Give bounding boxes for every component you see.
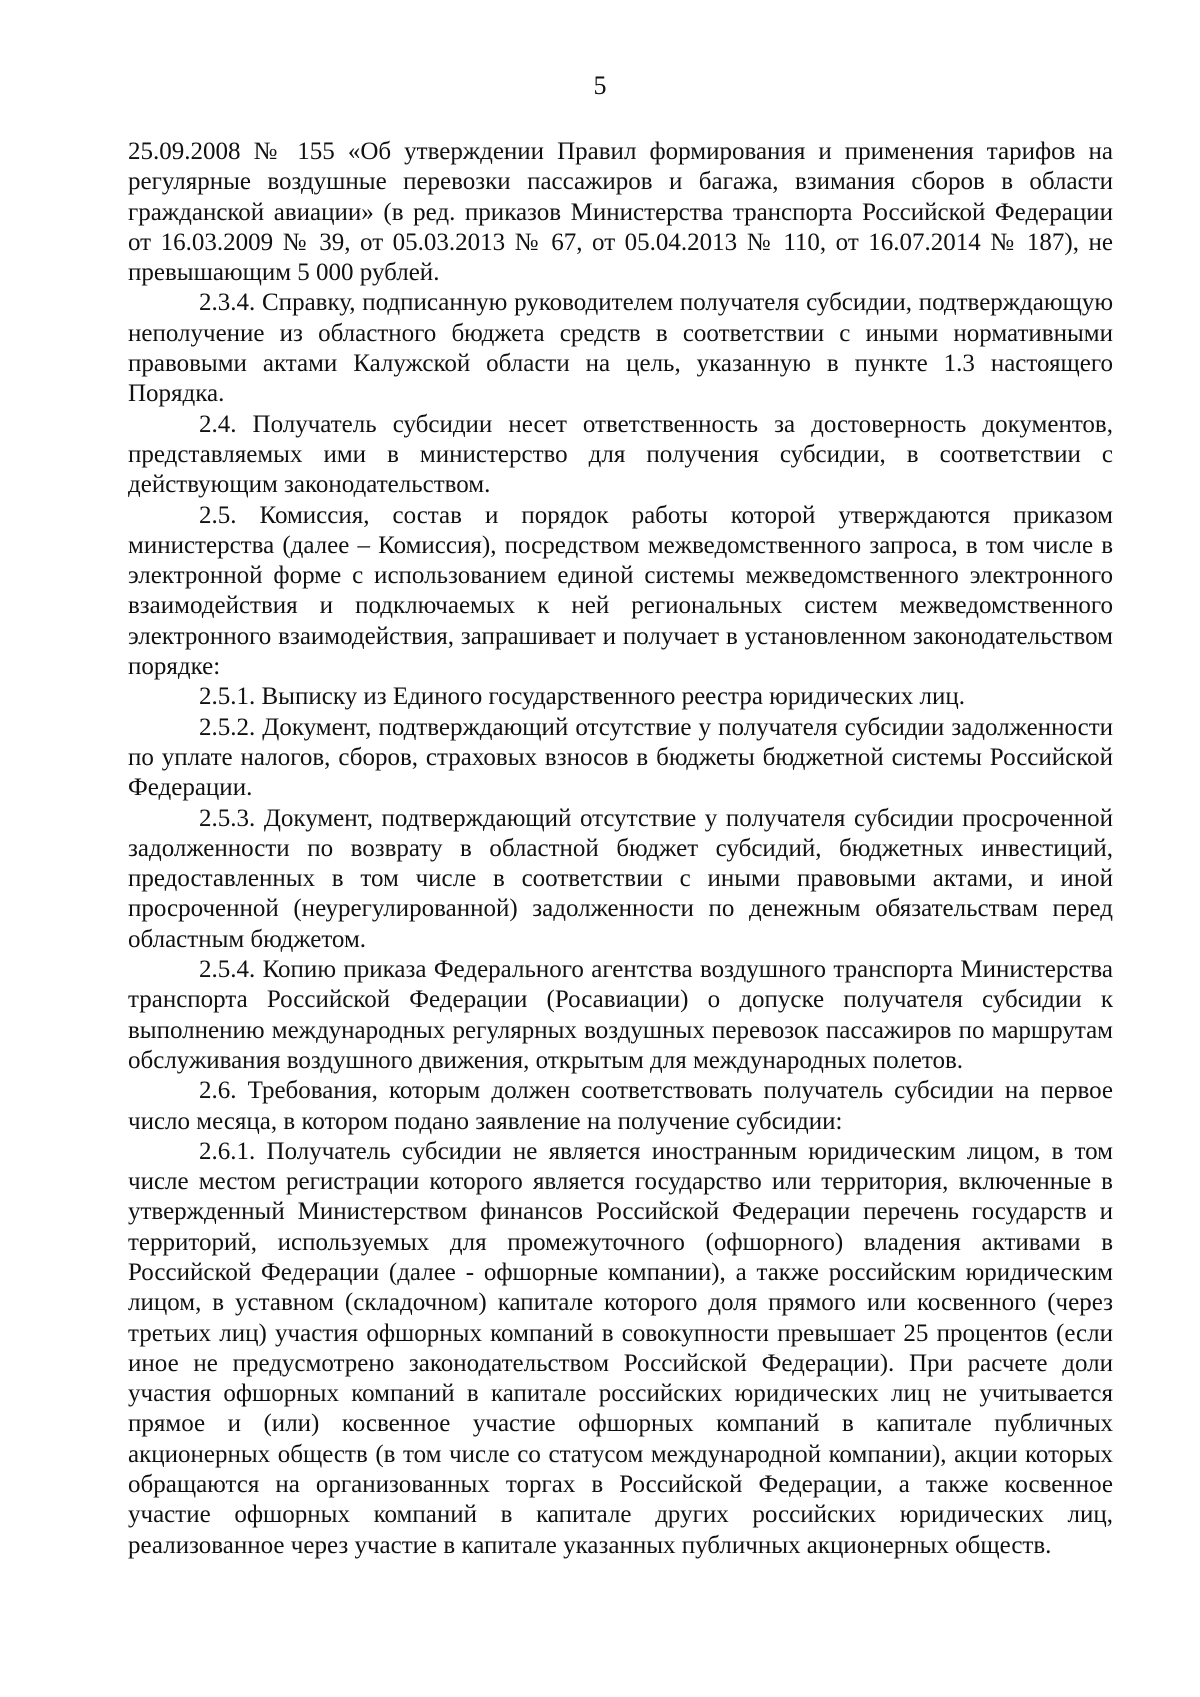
paragraph-2-6: 2.6. Требования, которым должен соответствовать получатель субсидии на первое число месяца, в котором подано заявление на получение субсидии:	[128, 1077, 1113, 1135]
paragraph-tariff-order-continuation: 25.09.2008 № 155 «Об утверждении Правил формирования и применения тарифов на регулярные воздушные перевозки пассажиров и багажа, взимания сборов в области гражданской авиации» (в ред. приказов Министерства транспорта Российской Федерации от 16.03.2009 № 39, от 05.03.2013 № 67, от 05.04.2013 № 110, от 16.07.2014 № 187), не превышающим 5 000 рублей.	[128, 138, 1113, 287]
document-body	[128, 137, 1113, 1561]
paragraph-2-5: 2.5. Комиссия, состав и порядок работы которой утверждаются приказом министерства (далее – Комиссия), посредством межведомственного запроса, в том числе в электронной форме с использованием единой системы межведомственного электронного взаимодействия и подключаемых к ней региональных систем межведомственного электронного взаимодействия, запрашивает и получает в установленном законодательством порядке:	[128, 501, 1113, 681]
paragraph-2-3-4: 2.3.4. Справку, подписанную руководителем получателя субсидии, подтверждающую неполучение из областного бюджета средств в соответствии с иными нормативными правовыми актами Калужской области на цель, указанную в пункте 1.3 настоящего Порядка.	[128, 289, 1113, 408]
paragraph-2-6-1: 2.6.1. Получатель субсидии не является иностранным юридическим лицом, в том числе местом регистрации которого является государство или территория, включенные в утвержденный Министерством финансов Российской Федерации перечень государств и территорий, используемых для промежуточного (офшорного) владения активами в Российской Федерации (далее - офшорные компании), а также российским юридическим лицом, в уставном (складочном) капитале которого доля прямого или косвенного (через третьих лиц) участия офшорных компаний в совокупности превышает 25 процентов (если иное не предусмотрено законодательством Российской Федерации). При расчете доли участия офшорных компаний в капитале российских юридических лиц не учитывается прямое и (или) косвенное участие офшорных компаний в капитале публичных акционерных обществ (в том числе со статусом международной компании), акции которых обращаются на организованных торгах в Российской Федерации, а также косвенное участие офшорных компаний в капитале других российских юридических лиц, реализованное через участие в капитале указанных публичных акционерных обществ.	[128, 1137, 1113, 1559]
paragraph-2-5-2: 2.5.2. Документ, подтверждающий отсутствие у получателя субсидии задолженности по уплате налогов, сборов, страховых взносов в бюджеты бюджетной системы Российской Федерации.	[128, 713, 1113, 802]
paragraph-2-5-3: 2.5.3. Документ, подтверждающий отсутствие у получателя субсидии просроченной задолженности по возврату в областной бюджет субсидий, бюджетных инвестиций, предоставленных в том числе в соответствии с иными правовыми актами, и иной просроченной (неурегулированной) задолженности по денежным обязательствам перед областным бюджетом.	[128, 804, 1113, 953]
paragraph-2-5-4: 2.5.4. Копию приказа Федерального агентства воздушного транспорта Министерства транспорта Российской Федерации (Росавиации) о допуске получателя субсидии к выполнению международных регулярных воздушных перевозок пассажиров по маршрутам обслуживания воздушного движения, открытым для международных полетов.	[128, 956, 1113, 1074]
paragraph-2-5-1: 2.5.1. Выписку из Единого государственного реестра юридических лиц.	[199, 683, 965, 711]
paragraph-2-4: 2.4. Получатель субсидии несет ответственность за достоверность документов, представляемых ими в министерство для получения субсидии, в соответствии с действующим законодательством.	[128, 410, 1113, 499]
page-number: 5	[593, 71, 607, 100]
